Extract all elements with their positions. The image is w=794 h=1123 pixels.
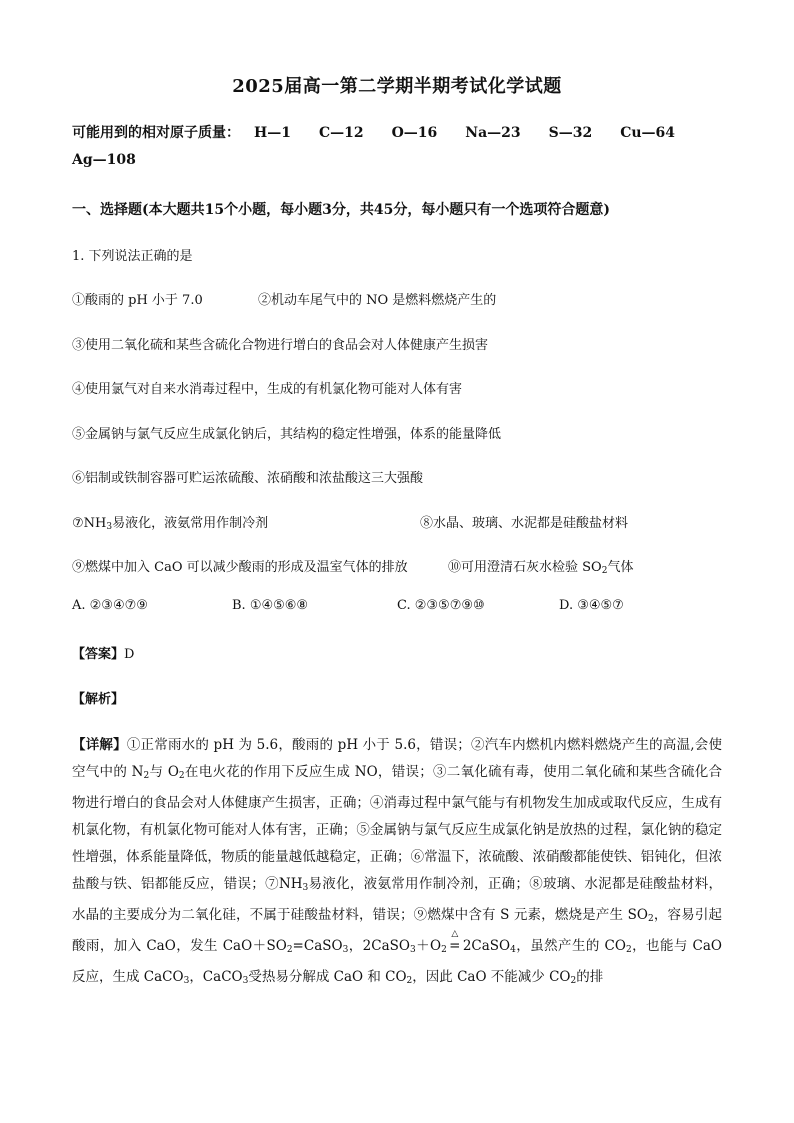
statement-7-part: ⑦NH <box>72 516 107 531</box>
atomic-mass-item: Cu—64 <box>620 125 676 141</box>
atomic-mass-item: O—16 <box>391 125 438 141</box>
question-stem: 1. 下列说法正确的是 <box>72 249 193 264</box>
subscript: 2 <box>406 976 413 986</box>
option-d: D. ③④⑤⑦ <box>559 598 624 613</box>
detail-text: ，也能与 CaO 反应，生成 CaCO <box>72 938 722 985</box>
subscript: 3 <box>342 945 349 955</box>
atomic-mass-item: S—32 <box>548 125 593 141</box>
statement-1: ①酸雨的 pH 小于 7.0 <box>72 293 203 308</box>
atomic-mass-item: Ag—108 <box>72 152 136 168</box>
detail-text: 在电火花的作用下反应生成 NO，错误；③二氧化硫有毒，使用二氧化硫和某些含硫化合物进行增白的食品会对人体健康产生损害，正确；④消毒过程中氯气能与有机物发生加成或取代反应，生成有机氯化物，有机氯化物可能对人体有害，正确；⑤金属钠与氯气反应生成氯化钠是放热的过程，氯化钠的稳定性增强，体系能量降低，物质的能量越低越稳定，正确；⑥常温下，浓硫酸、浓硝酸都能使铁、铝钝化，但浓盐酸与铁、铝都能反应，错误；⑦NH <box>72 764 723 892</box>
detail-text: ，因此 CaO 不能减少 CO <box>412 969 571 985</box>
option-a: A. ②③④⑦⑨ <box>72 598 148 613</box>
atomic-mass-row-2 <box>72 152 722 174</box>
analysis-tag: 【解析】 <box>72 692 125 707</box>
subscript: 2 <box>441 945 447 955</box>
statement-10-part: 气体 <box>607 560 634 575</box>
atomic-mass-item: Na—23 <box>465 125 521 141</box>
detail-text: ，容易引起酸雨，加入 CaO，发生 CaO＋SO <box>72 907 723 954</box>
detail-text: ＋O <box>415 938 442 954</box>
statement-9: ⑨燃煤中加入 CaO 可以减少酸雨的形成及温室气体的排放 <box>72 560 408 575</box>
reaction-condition: △ <box>451 929 459 939</box>
option-c: C. ②③⑤⑦⑨⑩ <box>397 598 485 613</box>
detail-text: 的排 <box>576 969 604 985</box>
answer-value: D <box>124 647 135 662</box>
subscript: 3 <box>302 883 309 893</box>
subscript: 3 <box>106 522 113 532</box>
statement-7-part: 易液化，液氨常用作制冷剂 <box>112 516 269 531</box>
subscript: 2 <box>625 945 632 955</box>
subscript: 2 <box>570 976 577 986</box>
subscript: 2 <box>647 914 654 924</box>
atomic-mass-item: H—1 <box>254 125 291 141</box>
subscript: 2 <box>143 771 150 781</box>
subscript: 2 <box>286 945 293 955</box>
subscript: 4 <box>510 945 516 955</box>
detail-text: ，虽然产生的 CO <box>515 938 626 954</box>
option-b: B. ①④⑤⑥⑧ <box>232 598 309 613</box>
statement-4: ④使用氯气对自来水消毒过程中，生成的有机氯化物可能对人体有害 <box>72 382 463 397</box>
statement-3: ③使用二氧化硫和某些含硫化合物进行增白的食品会对人体健康产生损害 <box>72 338 489 353</box>
analysis-line <box>72 688 124 707</box>
answer-line <box>72 643 134 662</box>
statement-8: ⑧水晶、玻璃、水泥都是硅酸盐材料 <box>420 516 629 531</box>
detail-text: 易液化，液氨常用作制冷剂，正确；⑧玻璃、水泥都是硅酸盐材料，水晶的主要成分为二氧化硅，不属于硅酸盐材料，错误；⑨燃煤中含有 S 元素，燃烧是产生 SO <box>72 876 722 923</box>
detail-text: =CaSO <box>292 938 343 954</box>
statement-10 <box>448 556 633 576</box>
statement-5: ⑤金属钠与氯气反应生成氯化钠后，其结构的稳定性增强，体系的能量降低 <box>72 427 502 442</box>
detail-paragraph <box>72 732 722 995</box>
detail-text: 2CaSO <box>462 938 511 954</box>
statement-2: ②机动车尾气中的 NO 是燃料燃烧产生的 <box>258 293 497 308</box>
subscript: 3 <box>409 945 416 955</box>
detail-text: 受热易分解成 CaO 和 CO <box>248 969 407 985</box>
statement-7 <box>72 512 268 532</box>
reaction-arrow: △ = <box>447 933 463 960</box>
subscript: 2 <box>178 771 185 781</box>
subscript: 3 <box>242 976 249 986</box>
statement-6: ⑥铝制或铁制容器可贮运浓硫酸、浓硝酸和浓盐酸这三大强酸 <box>72 471 424 486</box>
detail-tag: 【详解】 <box>72 737 127 753</box>
detail-text: ①正常雨水的 pH 为 5.6，酸雨的 pH 小于 5.6，错误；②汽车内燃机内燃料燃烧产生的高温,会使空气中的 N <box>72 737 722 780</box>
atomic-mass-label: 可能用到的相对原子质量： <box>72 125 240 141</box>
atomic-mass-block <box>72 122 722 174</box>
answer-tag: 【答案】 <box>72 647 125 662</box>
subscript: 3 <box>183 976 190 986</box>
subscript: 2 <box>601 566 608 576</box>
detail-text: ，CaCO <box>189 969 243 985</box>
detail-text: ，2CaSO <box>348 938 410 954</box>
statement-10-part: ⑩可用澄清石灰水检验 SO <box>448 560 602 575</box>
atomic-mass-item: C—12 <box>318 125 364 141</box>
page-title: 2025届高一第二学期半期考试化学试题 <box>232 76 562 97</box>
atomic-mass-row-1 <box>72 122 722 144</box>
section-heading: 一、选择题(本大题共15个小题，每小题3分，共45分，每小题只有一个选项符合题意) <box>72 202 610 218</box>
detail-text: 与 O <box>149 764 179 780</box>
